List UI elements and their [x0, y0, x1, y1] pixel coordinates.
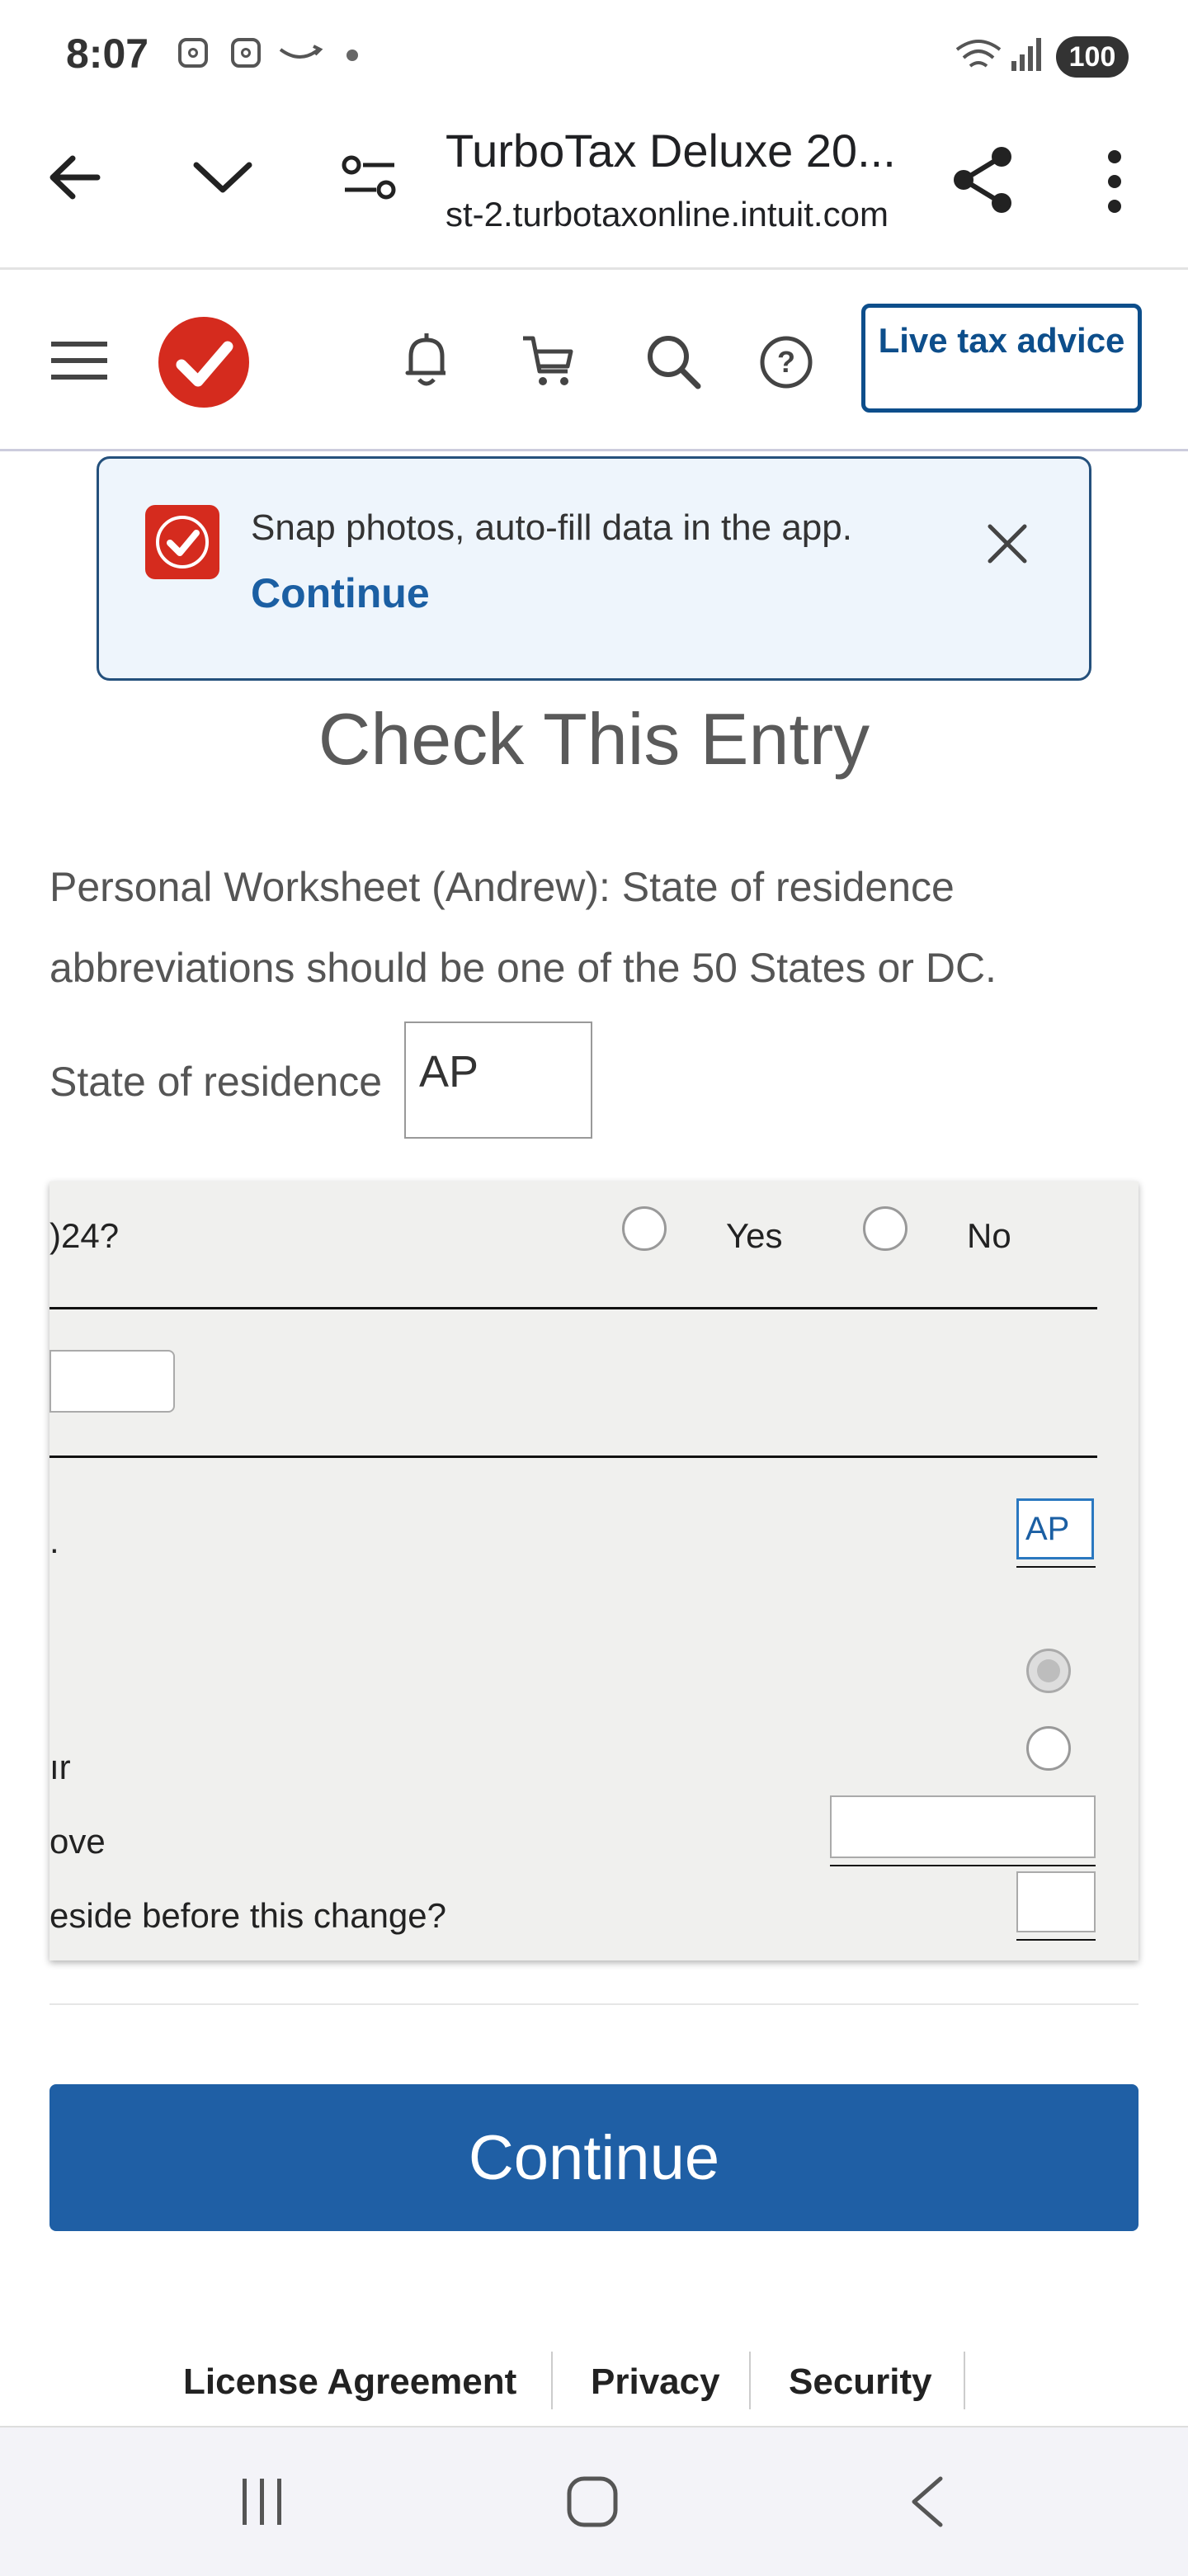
home-icon[interactable]	[564, 2475, 622, 2530]
close-icon[interactable]	[985, 521, 1030, 566]
system-nav-bar	[0, 2426, 1188, 2576]
state-of-residence-input[interactable]: AP	[404, 1021, 592, 1139]
worksheet-label-fragment: .	[50, 1522, 59, 1560]
worksheet-option-fragment: ır	[50, 1748, 71, 1786]
cart-icon[interactable]	[520, 333, 578, 391]
page-heading: Check This Entry	[318, 698, 870, 780]
privacy-link[interactable]: Privacy	[591, 2361, 720, 2402]
amazon-icon	[277, 41, 323, 66]
section-divider	[50, 2003, 1138, 2005]
no-label: No	[967, 1216, 1011, 1255]
worksheet-amount-field[interactable]	[830, 1795, 1096, 1858]
worksheet-question-fragment: )24?	[50, 1216, 120, 1255]
field-underline	[1016, 1939, 1096, 1941]
footer-separator	[551, 2352, 553, 2409]
footer-separator	[749, 2352, 751, 2409]
no-radio[interactable]	[863, 1206, 908, 1251]
worksheet-reside-question: eside before this change?	[50, 1896, 447, 1935]
worksheet-text-field[interactable]	[50, 1350, 175, 1413]
worksheet-small-field[interactable]	[1016, 1871, 1096, 1932]
yes-label: Yes	[726, 1216, 783, 1255]
share-icon[interactable]	[950, 145, 1016, 215]
status-bar	[0, 0, 1188, 107]
state-of-residence-label: State of residence	[50, 1059, 383, 1105]
security-link[interactable]: Security	[789, 2361, 932, 2402]
instagram-icon	[231, 38, 261, 68]
svg-text:?: ?	[777, 345, 795, 379]
worksheet-panel[interactable]	[50, 1182, 1138, 1960]
banner-text: Snap photos, auto-fill data in the app.	[251, 507, 852, 548]
page-title[interactable]: TurboTax Deluxe 20...	[446, 125, 896, 177]
worksheet-divider	[50, 1307, 1097, 1309]
field-underline	[1016, 1566, 1096, 1568]
yes-radio[interactable]	[622, 1206, 667, 1251]
field-underline	[830, 1865, 1096, 1866]
app-promo-banner	[97, 456, 1091, 681]
more-vertical-icon[interactable]	[1102, 149, 1127, 215]
search-icon[interactable]	[645, 333, 703, 391]
banner-continue-link[interactable]: Continue	[251, 570, 430, 616]
option-radio[interactable]	[1026, 1726, 1071, 1771]
signal-icon	[1008, 36, 1046, 74]
help-icon[interactable]	[757, 333, 815, 391]
back-arrow-icon[interactable]	[46, 149, 104, 206]
worksheet-option-fragment: ove	[50, 1822, 106, 1861]
page-url[interactable]: st-2.turbotaxonline.intuit.com	[446, 195, 889, 234]
license-agreement-link[interactable]: License Agreement	[183, 2361, 517, 2402]
continue-button[interactable]: Continue	[50, 2084, 1138, 2231]
recents-icon[interactable]	[238, 2475, 287, 2528]
wifi-icon	[954, 36, 1003, 74]
live-tax-advice-button[interactable]: Live tax advice	[861, 304, 1142, 413]
footer-separator	[964, 2352, 965, 2409]
turbotax-logo-icon[interactable]	[158, 317, 249, 408]
bell-icon[interactable]	[401, 330, 452, 391]
dot-icon	[346, 50, 358, 61]
menu-icon[interactable]	[51, 340, 109, 381]
error-message: Personal Worksheet (Andrew): State of residence abbreviations should be one of the 50 States or DC.	[50, 864, 997, 991]
site-settings-icon[interactable]	[342, 153, 399, 203]
chevron-down-icon[interactable]	[190, 157, 256, 198]
back-icon[interactable]	[904, 2474, 950, 2531]
battery-indicator: 100	[1056, 36, 1129, 78]
status-time: 8:07	[66, 31, 149, 77]
worksheet-state-field[interactable]: AP	[1016, 1498, 1094, 1559]
instagram-icon	[178, 38, 208, 68]
selected-radio[interactable]	[1026, 1649, 1071, 1693]
worksheet-divider	[50, 1455, 1097, 1458]
turbotax-app-icon	[145, 505, 219, 579]
